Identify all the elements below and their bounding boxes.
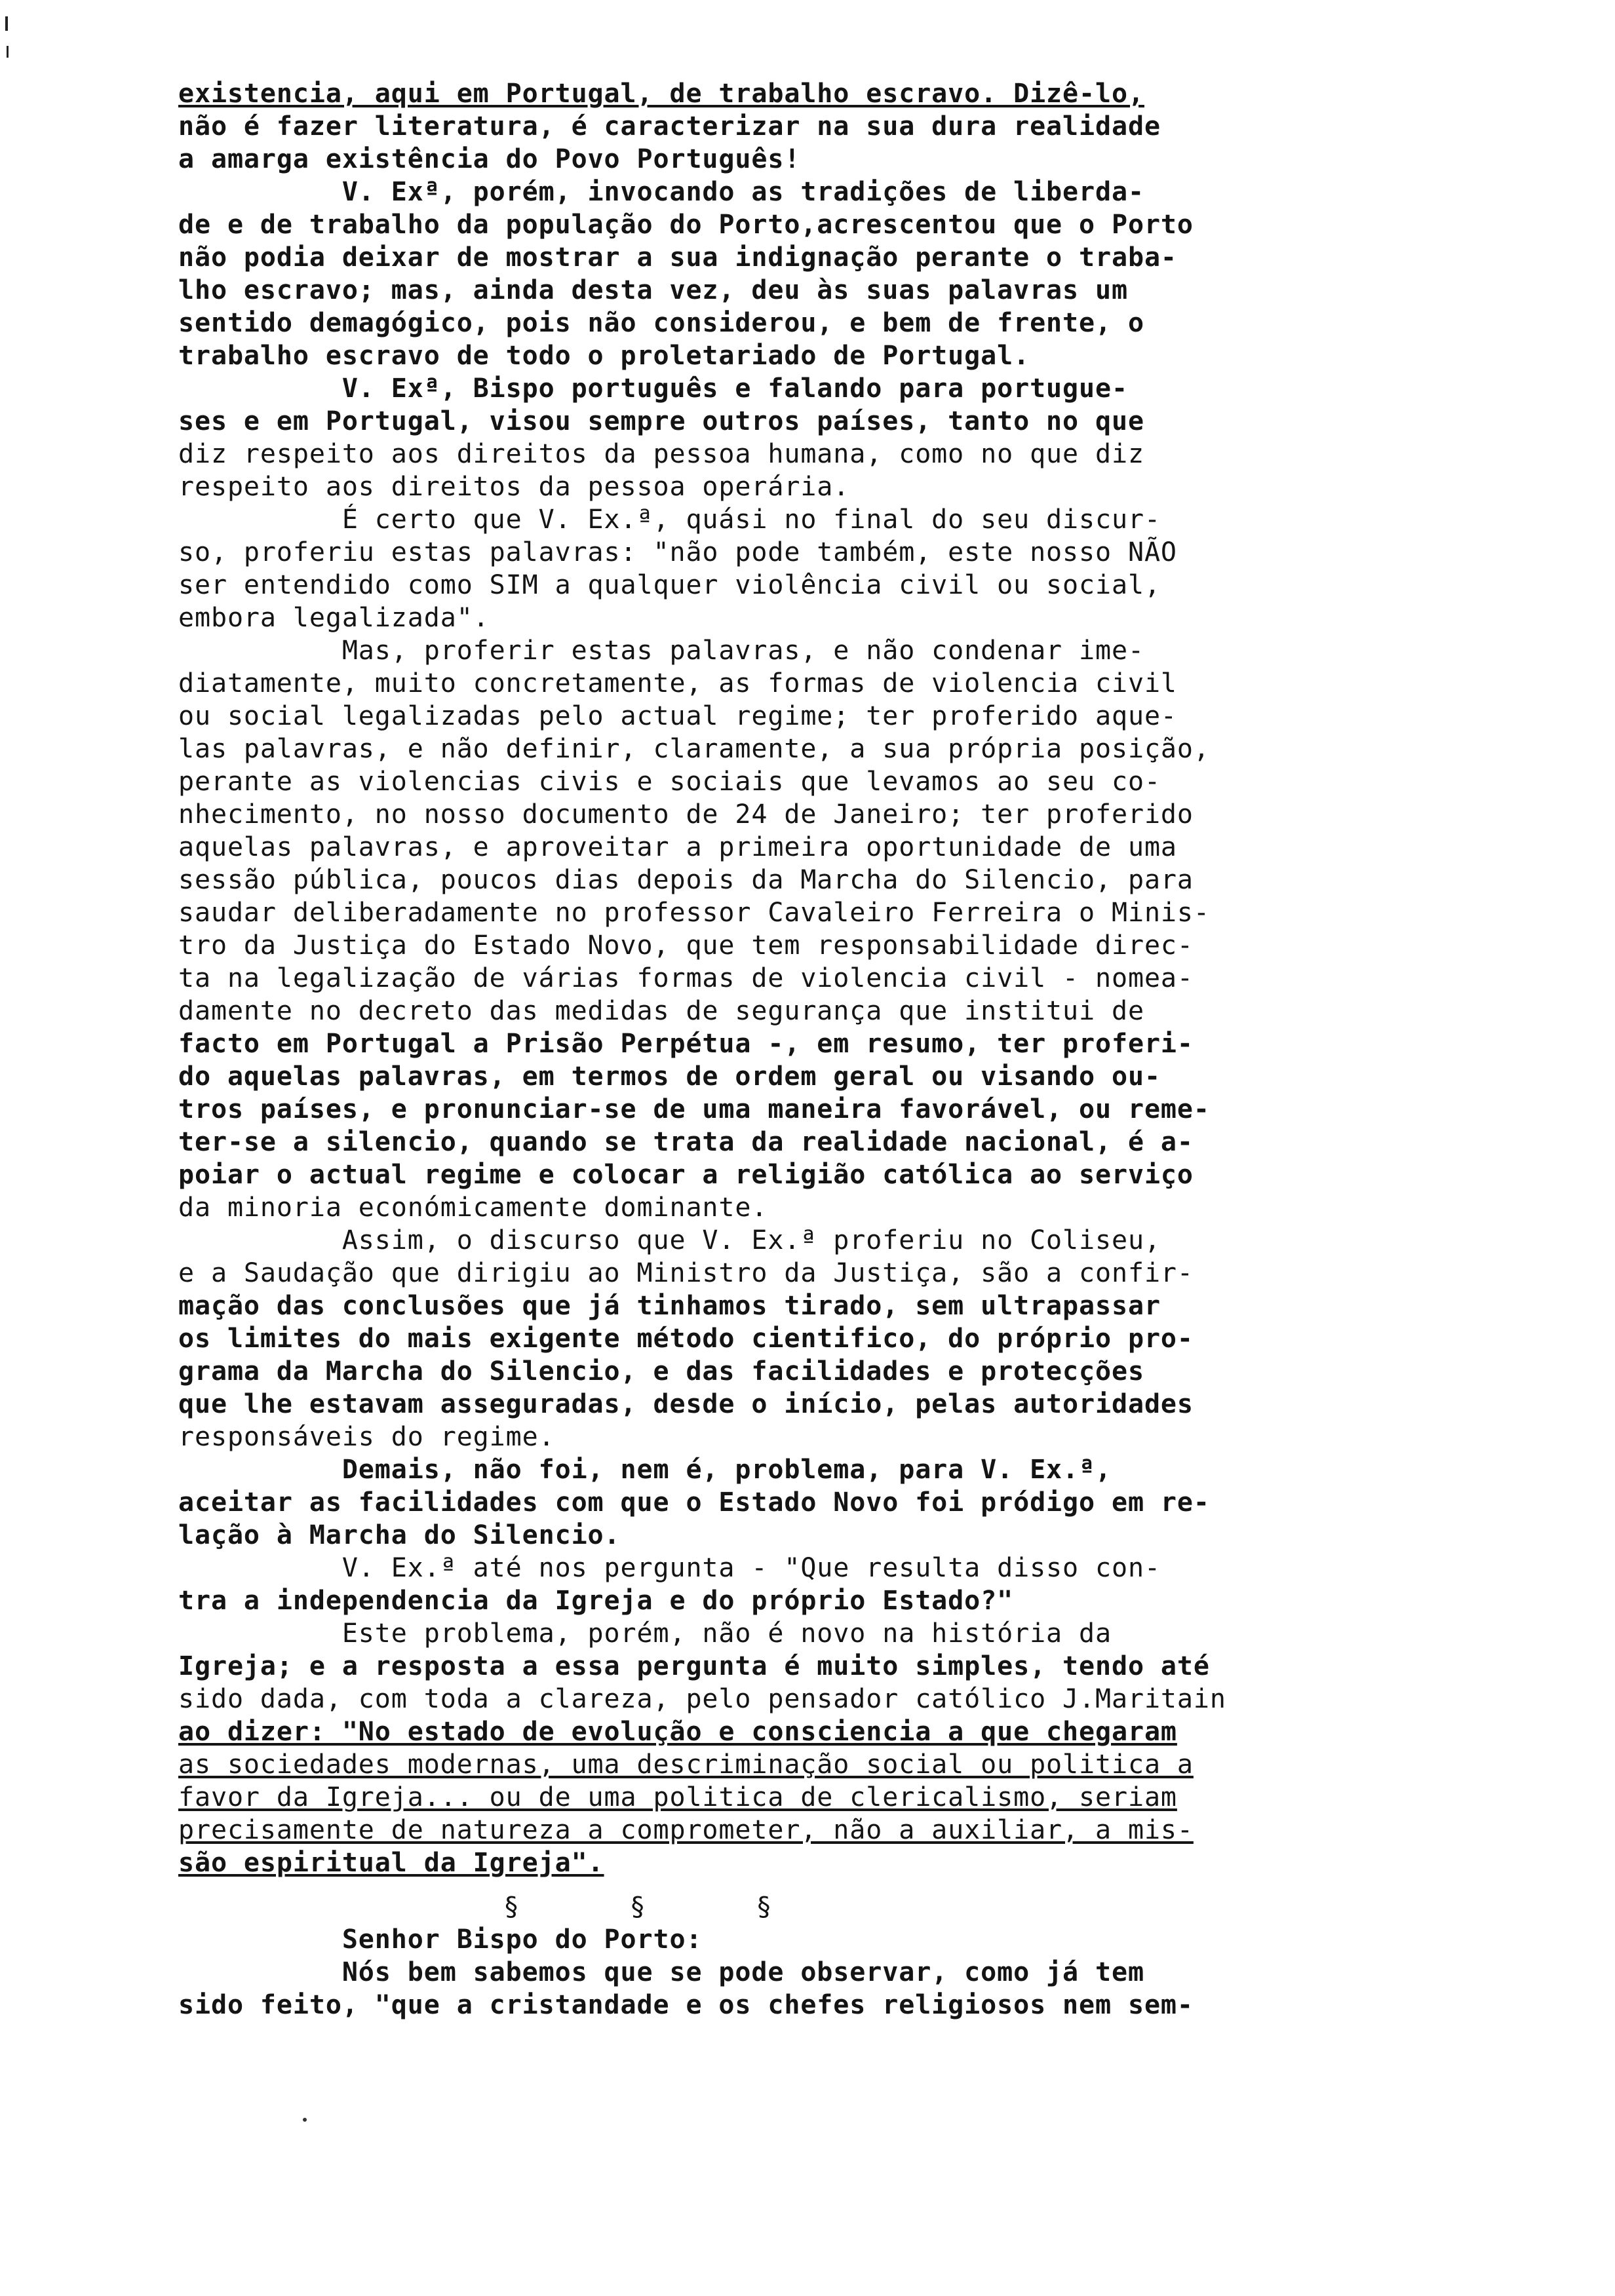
text-line: sido dada, com toda a clareza, pelo pensador católico J.Maritain xyxy=(178,1684,1226,1714)
text-line: responsáveis do regime. xyxy=(178,1422,555,1452)
text-line: e a Saudação que dirigiu ao Ministro da Justiça, são a confir- xyxy=(178,1258,1194,1288)
text-line: las palavras, e não definir, claramente, a sua própria posição, xyxy=(178,734,1210,764)
text-line: poiar o actual regime e colocar a religião católica ao serviço xyxy=(178,1160,1194,1190)
text-line: perante as violencias civis e sociais que levamos ao seu co- xyxy=(178,767,1161,797)
text-line: Igreja; e a resposta a essa pergunta é muito simples, tendo até xyxy=(178,1651,1210,1681)
text-line: É certo que V. Ex.ª, quási no final do seu discur- xyxy=(178,505,1161,535)
text-line: saudar deliberadamente no professor Cavaleiro Ferreira o Minis- xyxy=(178,898,1210,928)
text-line: Assim, o discurso que V. Ex.ª proferiu no Coliseu, xyxy=(178,1225,1161,1255)
text-line: sido feito, "que a cristandade e os chefes religiosos nem sem- xyxy=(178,1990,1194,2020)
body-text xyxy=(178,77,1515,1879)
text-line: sessão pública, poucos dias depois da Marcha do Silencio, para xyxy=(178,865,1194,895)
margin-mark-top xyxy=(5,16,8,31)
text-line: os limites do mais exigente método cientifico, do próprio pro- xyxy=(178,1324,1194,1354)
text-line: so, proferiu estas palavras: "não pode também, este nosso NÃO xyxy=(178,537,1177,567)
text-line: ter-se a silencio, quando se trata da realidade nacional, é a- xyxy=(178,1127,1194,1157)
text-line: mação das conclusões que já tinhamos tirado, sem ultrapassar xyxy=(178,1291,1161,1321)
text-line: V. Ex.ª até nos pergunta - "Que resulta disso con- xyxy=(178,1553,1161,1583)
text-line: Senhor Bispo do Porto: xyxy=(178,1924,703,1955)
text-line: trabalho escravo de todo o proletariado de Portugal. xyxy=(178,341,1030,371)
text-line: Este problema, porém, não é novo na história da xyxy=(178,1618,1112,1649)
text-line: ser entendido como SIM a qualquer violência civil ou social, xyxy=(178,570,1161,600)
text-line: não é fazer literatura, é caracterizar na sua dura realidade xyxy=(178,111,1161,142)
text-line: ses e em Portugal, visou sempre outros países, tanto no que xyxy=(178,406,1144,436)
text-line: lho escravo; mas, ainda desta vez, deu às suas palavras um xyxy=(178,275,1128,305)
text-line: de e de trabalho da população do Porto,acrescentou que o Porto xyxy=(178,210,1194,240)
stray-ink-dot xyxy=(303,2118,307,2122)
text-line: Demais, não foi, nem é, problema, para V. Ex.ª, xyxy=(178,1455,1112,1485)
text-line: não podia deixar de mostrar a sua indignação perante o traba- xyxy=(178,242,1177,273)
text-line: diz respeito aos direitos da pessoa humana, como no que diz xyxy=(178,439,1144,469)
text-line: que lhe estavam asseguradas, desde o início, pelas autoridades xyxy=(178,1389,1194,1419)
text-line: nhecimento, no nosso documento de 24 de Janeiro; ter proferido xyxy=(178,799,1194,830)
text-line: são espiritual da Igreja". xyxy=(178,1848,604,1878)
text-line: lação à Marcha do Silencio. xyxy=(178,1520,621,1550)
text-line: ta na legalização de várias formas de violencia civil - nomea- xyxy=(178,963,1194,993)
text-line: diatamente, muito concretamente, as formas de violencia civil xyxy=(178,668,1177,698)
text-line: V. Exª, porém, invocando as tradições de liberda- xyxy=(178,177,1144,207)
text-line: ou social legalizadas pelo actual regime; ter proferido aque- xyxy=(178,701,1177,731)
text-line: a amarga existência do Povo Português! xyxy=(178,144,801,174)
text-line: respeito aos direitos da pessoa operária. xyxy=(178,472,850,502)
section-separator: § § § xyxy=(503,1892,772,1922)
text-line: embora legalizada". xyxy=(178,603,490,633)
text-line: da minoria económicamente dominante. xyxy=(178,1193,768,1223)
text-line: precisamente de natureza a comprometer, não a auxiliar, a mis- xyxy=(178,1815,1194,1845)
text-line: tra a independencia da Igreja e do próprio Estado?" xyxy=(178,1586,1014,1616)
text-line: tros países, e pronunciar-se de uma maneira favorável, ou reme- xyxy=(178,1094,1210,1124)
text-line: as sociedades modernas, uma descriminação social ou politica a xyxy=(178,1750,1194,1780)
text-line: existencia, aqui em Portugal, de trabalho escravo. Dizê-lo, xyxy=(178,79,1144,109)
closing-text xyxy=(178,1923,1515,2021)
text-line: facto em Portugal a Prisão Perpétua -, em resumo, ter proferi- xyxy=(178,1029,1194,1059)
text-line: grama da Marcha do Silencio, e das facilidades e protecções xyxy=(178,1356,1144,1387)
text-line: sentido demagógico, pois não considerou, e bem de frente, o xyxy=(178,308,1144,338)
text-line: damente no decreto das medidas de segurança que institui de xyxy=(178,996,1144,1026)
text-line: V. Exª, Bispo português e falando para portugue- xyxy=(178,373,1128,404)
text-line: ao dizer: "No estado de evolução e consciencia a que chegaram xyxy=(178,1717,1177,1747)
text-line: tro da Justiça do Estado Novo, que tem responsabilidade direc- xyxy=(178,930,1194,961)
text-line: Nós bem sabemos que se pode observar, como já tem xyxy=(178,1957,1144,1987)
text-line: aquelas palavras, e aproveitar a primeira oportunidade de uma xyxy=(178,832,1177,862)
text-line: Mas, proferir estas palavras, e não condenar ime- xyxy=(178,636,1144,666)
margin-mark-bottom xyxy=(7,46,9,58)
text-line: aceitar as facilidades com que o Estado Novo foi pródigo em re- xyxy=(178,1487,1210,1518)
text-line: do aquelas palavras, em termos de ordem geral ou visando ou- xyxy=(178,1062,1161,1092)
text-line: favor da Igreja... ou de uma politica de clericalismo, seriam xyxy=(178,1782,1177,1812)
